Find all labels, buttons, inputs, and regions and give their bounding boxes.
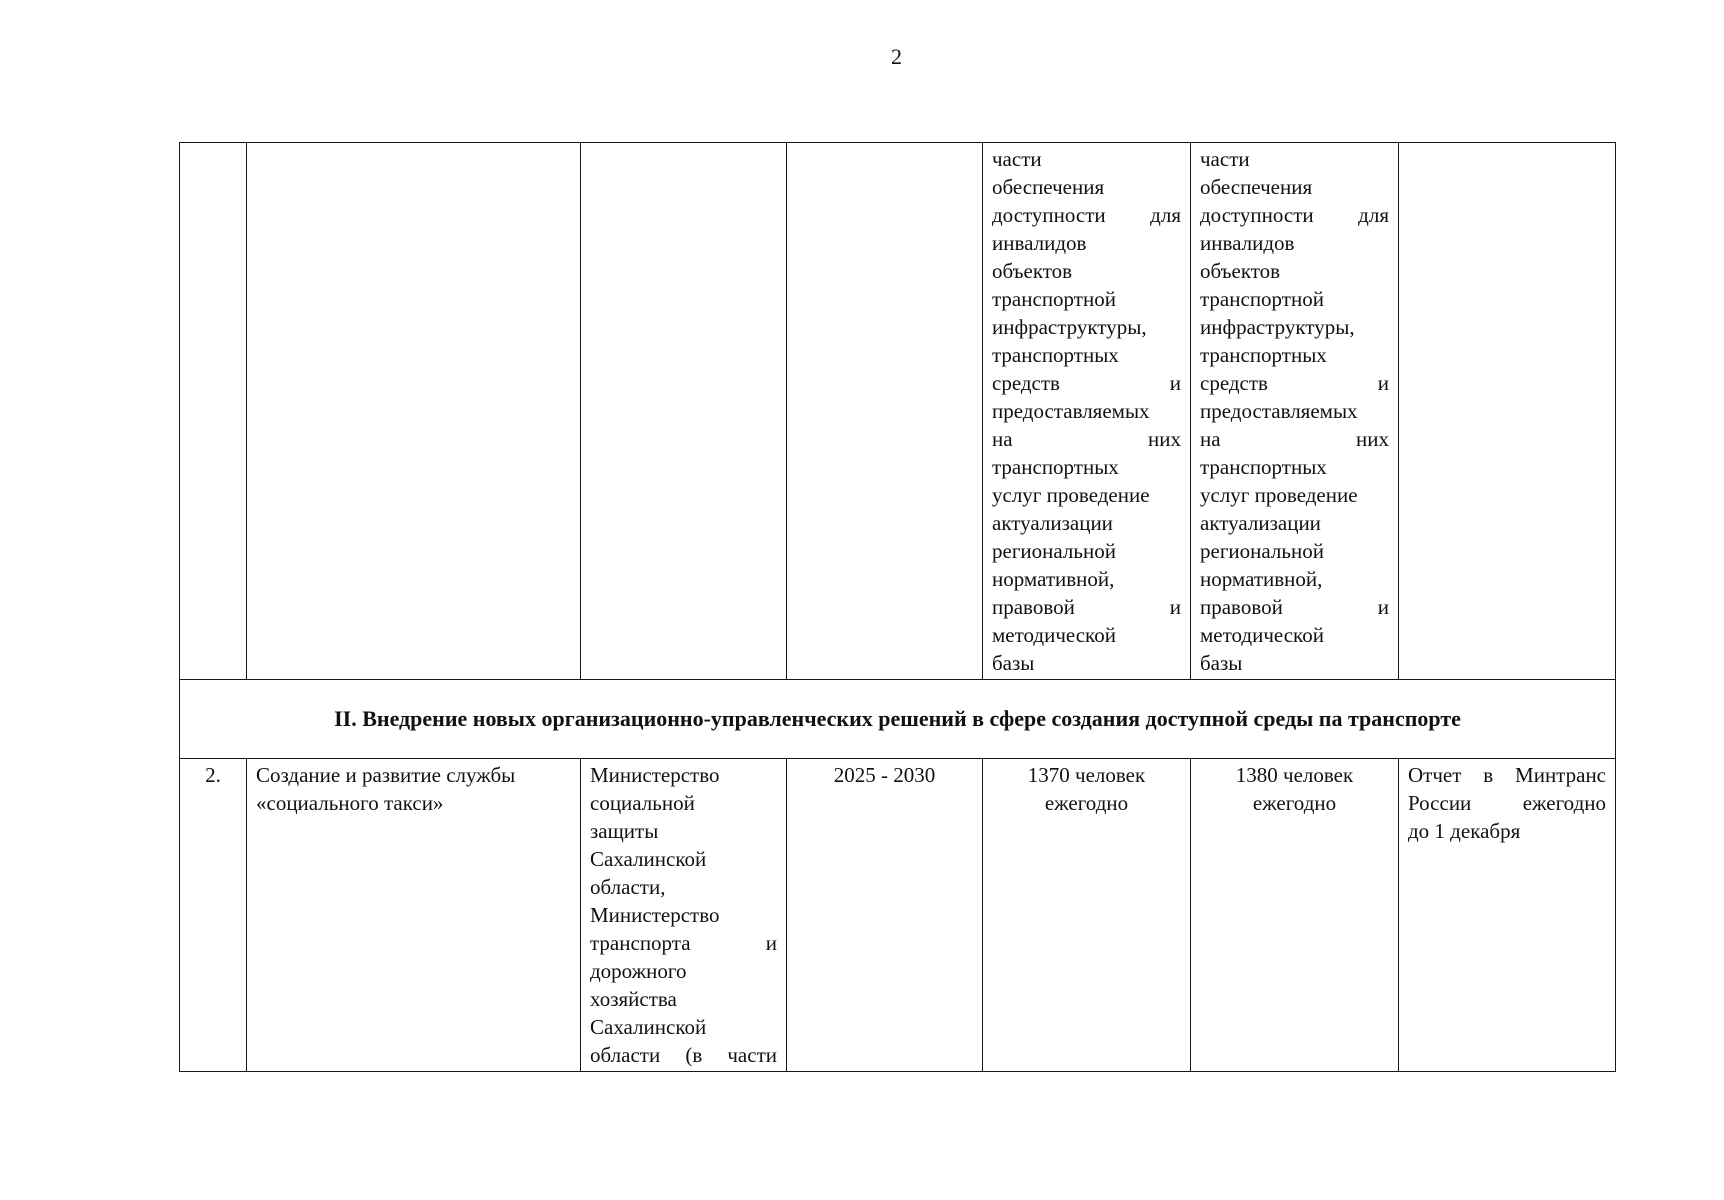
text-line: Министерство <box>590 763 720 787</box>
text-line: социальной <box>590 791 695 815</box>
text-line: обеспечения <box>1200 175 1313 199</box>
text-line: ежегодно <box>1252 791 1337 815</box>
text-line: на них <box>992 427 1181 451</box>
text-line: методической <box>1200 623 1324 647</box>
text-line: транспортных <box>992 455 1119 479</box>
text-line: области, <box>590 875 666 899</box>
cell-responsible-empty <box>581 143 787 680</box>
text-line: 1370 человек <box>1027 763 1146 787</box>
text-line: инфраструктуры, <box>992 315 1147 339</box>
cell-number: 2. <box>180 759 247 1072</box>
page-number: 2 <box>891 44 902 69</box>
text-line: Создание и развитие службы <box>256 763 516 787</box>
text-line: предоставляемых <box>1200 399 1358 423</box>
text-line: транспортной <box>1200 287 1324 311</box>
text-line: методической <box>992 623 1116 647</box>
text-line: средств и <box>1200 371 1389 395</box>
cell-activity <box>247 759 581 1072</box>
text-line: услуг проведение <box>1200 483 1358 507</box>
text-line: транспортных <box>992 343 1119 367</box>
text-line: объектов <box>992 259 1073 283</box>
text-line: хозяйства <box>590 987 677 1011</box>
cell-activity-empty <box>247 143 581 680</box>
document-table <box>179 142 1616 1072</box>
section-heading-row <box>180 680 1616 759</box>
text-line: нормативной, <box>1200 567 1323 591</box>
text-line: части <box>1200 147 1250 171</box>
cell-period-empty <box>787 143 983 680</box>
text-line: до 1 декабря <box>1408 819 1521 843</box>
cell-report-empty <box>1399 143 1616 680</box>
text-line: базы <box>992 651 1035 675</box>
text-line: доступности для <box>1200 203 1389 227</box>
text-line: Отчет в Минтранс <box>1408 763 1606 787</box>
text-line: дорожного <box>590 959 687 983</box>
text-line: региональной <box>992 539 1116 563</box>
text-line: доступности для <box>992 203 1181 227</box>
table-row-continued <box>180 143 1616 680</box>
text-line: транспортных <box>1200 455 1327 479</box>
text-line: актуализации <box>1200 511 1321 535</box>
cell-indicator-plan-continued <box>983 143 1191 680</box>
text-line: инвалидов <box>992 231 1087 255</box>
cell-period: 2025 - 2030 <box>787 759 983 1072</box>
section-heading: II. Внедрение новых организационно-управленческих решений в сфере создания доступной среды па транспорте <box>180 680 1616 759</box>
text-line: предоставляемых <box>992 399 1150 423</box>
text-line: транспорта и <box>590 931 777 955</box>
text-line: объектов <box>1200 259 1281 283</box>
cell-indicator-result-continued <box>1191 143 1399 680</box>
text-line: региональной <box>1200 539 1324 563</box>
text-line: России ежегодно <box>1408 791 1606 815</box>
text-line: части <box>992 147 1042 171</box>
text-line: инвалидов <box>1200 231 1295 255</box>
text-line: области (в части <box>590 1043 777 1067</box>
cell-number-empty <box>180 143 247 680</box>
text-line: 1380 человек <box>1235 763 1354 787</box>
text-line: правовой и <box>1200 595 1389 619</box>
text-line: Сахалинской <box>590 1015 707 1039</box>
cell-report <box>1399 759 1616 1072</box>
text-line: на них <box>1200 427 1389 451</box>
text-line: инфраструктуры, <box>1200 315 1355 339</box>
text-line: базы <box>1200 651 1243 675</box>
text-line: Министерство <box>590 903 720 927</box>
text-line: услуг проведение <box>992 483 1150 507</box>
cell-indicator-result <box>1191 759 1399 1072</box>
text-line: обеспечения <box>992 175 1105 199</box>
cell-indicator-plan <box>983 759 1191 1072</box>
cell-responsible <box>581 759 787 1072</box>
text-line: средств и <box>992 371 1181 395</box>
text-line: защиты <box>590 819 659 843</box>
text-line: правовой и <box>992 595 1181 619</box>
text-line: «социального такси» <box>256 791 444 815</box>
table-row-2 <box>180 759 1616 1072</box>
text-line: транспортных <box>1200 343 1327 367</box>
text-line: актуализации <box>992 511 1113 535</box>
text-line: ежегодно <box>1044 791 1129 815</box>
text-line: транспортной <box>992 287 1116 311</box>
text-line: нормативной, <box>992 567 1115 591</box>
text-line: Сахалинской <box>590 847 707 871</box>
